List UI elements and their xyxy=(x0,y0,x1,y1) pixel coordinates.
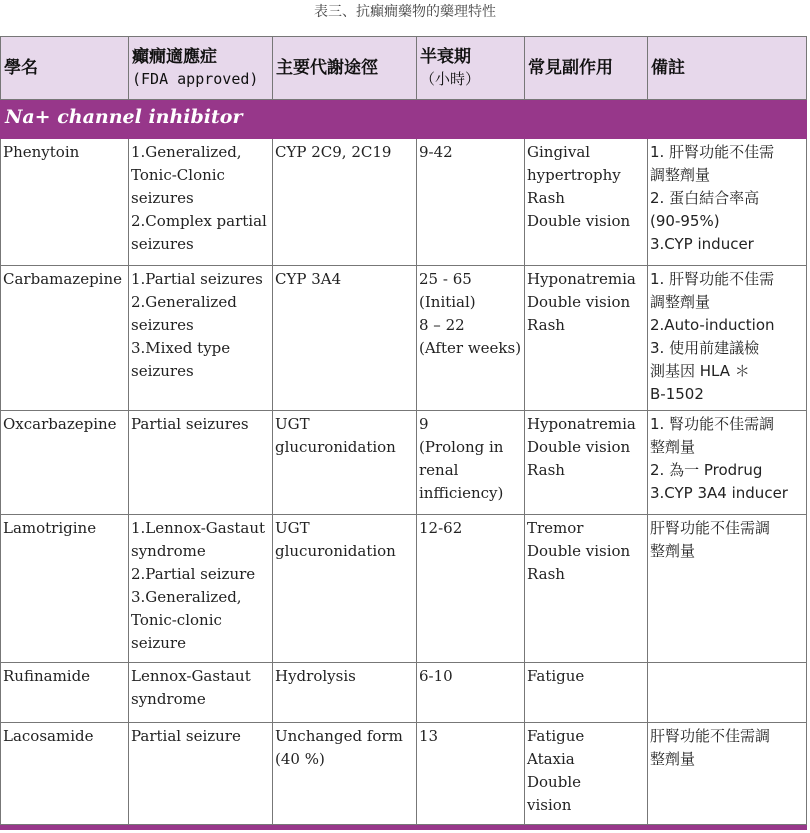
cell-line: (Prolong in xyxy=(419,438,504,456)
cell-line: 1. 肝腎功能不佳需 xyxy=(650,143,775,161)
cell-line: Rufinamide xyxy=(3,667,91,685)
cell-line: (Initial) xyxy=(419,293,476,311)
column-header-metabolism: 主要代謝途徑 xyxy=(273,37,417,100)
cell-line: 9 xyxy=(419,415,429,433)
cell-line: seizures xyxy=(131,362,194,380)
cell-line: Phenytoin xyxy=(3,143,80,161)
cell-line: Hydrolysis xyxy=(275,667,356,685)
cell-line: Fatigue xyxy=(527,727,585,745)
indication-cell xyxy=(129,515,273,663)
cell-line: 整劑量 xyxy=(650,750,696,768)
indication-cell xyxy=(129,663,273,723)
cell-line: 1. 腎功能不佳需調 xyxy=(650,415,775,433)
half-life-cell xyxy=(417,139,525,266)
cell-line: Rash xyxy=(527,189,565,207)
side-effects-cell xyxy=(525,515,648,663)
section-title: Na+ channel inhibitor xyxy=(1,100,807,139)
cell-line: 2. 蛋白結合率高 xyxy=(650,189,760,207)
cell-line: 3.CYP 3A4 inducer xyxy=(650,484,788,502)
cell-line: Unchanged form xyxy=(275,727,403,745)
cell-line: Fatigue xyxy=(527,667,585,685)
drug-name-cell xyxy=(1,139,129,266)
cell-line: 肝腎功能不佳需調 xyxy=(650,727,771,745)
cell-line: Rash xyxy=(527,461,565,479)
half-life-cell xyxy=(417,515,525,663)
cell-line: seizures xyxy=(131,235,194,253)
cell-line: 2. 為一 Prodrug xyxy=(650,461,763,479)
section-row xyxy=(1,100,807,139)
table-row xyxy=(1,515,807,663)
column-header-side-effects: 常見副作用 xyxy=(525,37,648,100)
cell-line: Lennox-Gastaut xyxy=(131,667,251,685)
column-header-half-life: 半衰期 （小時） xyxy=(417,37,525,100)
cell-line: Double vision xyxy=(527,438,631,456)
cell-line: Lacosamide xyxy=(3,727,94,745)
table-row xyxy=(1,411,807,515)
notes-cell xyxy=(648,723,807,825)
cell-line: 整劑量 xyxy=(650,438,696,456)
side-effects-cell xyxy=(525,723,648,825)
cell-line: (40 %) xyxy=(275,750,325,768)
cell-line: Partial seizure xyxy=(131,727,241,745)
cell-line: 1.Lennox-Gastaut xyxy=(131,519,266,537)
half-life-cell xyxy=(417,663,525,723)
cell-line: 1. 肝腎功能不佳需 xyxy=(650,270,775,288)
cell-line: 13 xyxy=(419,727,439,745)
cell-line: 25 - 65 xyxy=(419,270,472,288)
cell-line: glucuronidation xyxy=(275,438,396,456)
cell-line: Double xyxy=(527,773,581,791)
metabolism-cell xyxy=(273,266,417,411)
cell-line: 3.Generalized, xyxy=(131,588,242,606)
header-row xyxy=(1,37,807,100)
cell-line: 2.Complex partial xyxy=(131,212,267,230)
side-effects-cell xyxy=(525,411,648,515)
cell-line: Tonic-clonic xyxy=(131,611,222,629)
half-life-cell xyxy=(417,266,525,411)
table-caption: 表三、抗癲癇藥物的藥理特性 xyxy=(314,4,496,20)
cell-line: 測基因 HLA ＊ xyxy=(650,362,750,380)
cell-line: syndrome xyxy=(131,690,206,708)
cell-line: glucuronidation xyxy=(275,542,396,560)
cell-line: Hyponatremia xyxy=(527,270,636,288)
drug-name-cell xyxy=(1,723,129,825)
cell-line: UGT xyxy=(275,519,310,537)
indication-cell xyxy=(129,266,273,411)
cell-line: 3.CYP inducer xyxy=(650,235,754,253)
metabolism-cell xyxy=(273,723,417,825)
column-header-indication: 癲癇適應症 (FDA approved) xyxy=(129,37,273,100)
cell-line: CYP 3A4 xyxy=(275,270,342,288)
cell-line: Hyponatremia xyxy=(527,415,636,433)
metabolism-cell xyxy=(273,139,417,266)
cell-line: (After weeks) xyxy=(419,339,522,357)
cell-line: Gingival xyxy=(527,143,591,161)
indication-cell xyxy=(129,411,273,515)
table-row xyxy=(1,663,807,723)
cell-line: B-1502 xyxy=(650,385,704,403)
cell-line: seizures xyxy=(131,316,194,334)
section-footer-band xyxy=(1,825,807,830)
cell-line: Partial seizures xyxy=(131,415,249,433)
half-life-cell xyxy=(417,723,525,825)
section-footer-band-cell xyxy=(1,825,807,830)
cell-line: 3.Mixed type xyxy=(131,339,231,357)
cell-line: seizure xyxy=(131,634,186,652)
indication-cell xyxy=(129,139,273,266)
cell-line: Rash xyxy=(527,316,565,334)
notes-cell xyxy=(648,515,807,663)
half-life-cell xyxy=(417,411,525,515)
cell-line: 肝腎功能不佳需調 xyxy=(650,519,771,537)
table-row xyxy=(1,266,807,411)
drug-name-cell xyxy=(1,411,129,515)
drug-name-cell xyxy=(1,663,129,723)
cell-line: renal xyxy=(419,461,459,479)
column-header-name: 學名 xyxy=(1,37,129,100)
cell-line: 整劑量 xyxy=(650,542,696,560)
cell-line: 調整劑量 xyxy=(650,293,711,311)
notes-cell xyxy=(648,411,807,515)
notes-cell xyxy=(648,266,807,411)
cell-line: Lamotrigine xyxy=(3,519,97,537)
cell-line: 12-62 xyxy=(419,519,463,537)
cell-line: 2.Generalized xyxy=(131,293,237,311)
drug-name-cell xyxy=(1,266,129,411)
cell-line: 6-10 xyxy=(419,667,453,685)
cell-line: 1.Partial seizures xyxy=(131,270,263,288)
cell-line: Double vision xyxy=(527,293,631,311)
cell-line: hypertrophy xyxy=(527,166,621,184)
side-effects-cell xyxy=(525,139,648,266)
cell-line: syndrome xyxy=(131,542,206,560)
cell-line: Double vision xyxy=(527,542,631,560)
metabolism-cell xyxy=(273,411,417,515)
cell-line: infficiency) xyxy=(419,484,504,502)
cell-line: seizures xyxy=(131,189,194,207)
drug-name-cell xyxy=(1,515,129,663)
cell-line: (90-95%) xyxy=(650,212,720,230)
cell-line: 8 – 22 xyxy=(419,316,465,334)
table-row xyxy=(1,723,807,825)
column-header-notes: 備註 xyxy=(648,37,807,100)
cell-line: 1.Generalized, xyxy=(131,143,242,161)
side-effects-cell xyxy=(525,663,648,723)
cell-line: vision xyxy=(527,796,572,814)
indication-cell xyxy=(129,723,273,825)
cell-line: Tremor xyxy=(527,519,584,537)
side-effects-cell xyxy=(525,266,648,411)
metabolism-cell xyxy=(273,515,417,663)
notes-cell xyxy=(648,663,807,723)
cell-line: UGT xyxy=(275,415,310,433)
cell-line: Ataxia xyxy=(527,750,575,768)
cell-line: CYP 2C9, 2C19 xyxy=(275,143,392,161)
cell-line: 2.Partial seizure xyxy=(131,565,256,583)
cell-line: 調整劑量 xyxy=(650,166,711,184)
cell-line: 2.Auto-induction xyxy=(650,316,775,334)
notes-cell xyxy=(648,139,807,266)
metabolism-cell xyxy=(273,663,417,723)
cell-line: Oxcarbazepine xyxy=(3,415,117,433)
cell-line: 3. 使用前建議檢 xyxy=(650,339,760,357)
table-row xyxy=(1,139,807,266)
antiepileptic-drug-table xyxy=(0,36,807,830)
cell-line: Rash xyxy=(527,565,565,583)
cell-line: Tonic-Clonic xyxy=(131,166,225,184)
cell-line: Carbamazepine xyxy=(3,270,123,288)
cell-line: Double vision xyxy=(527,212,631,230)
cell-line: 9-42 xyxy=(419,143,453,161)
